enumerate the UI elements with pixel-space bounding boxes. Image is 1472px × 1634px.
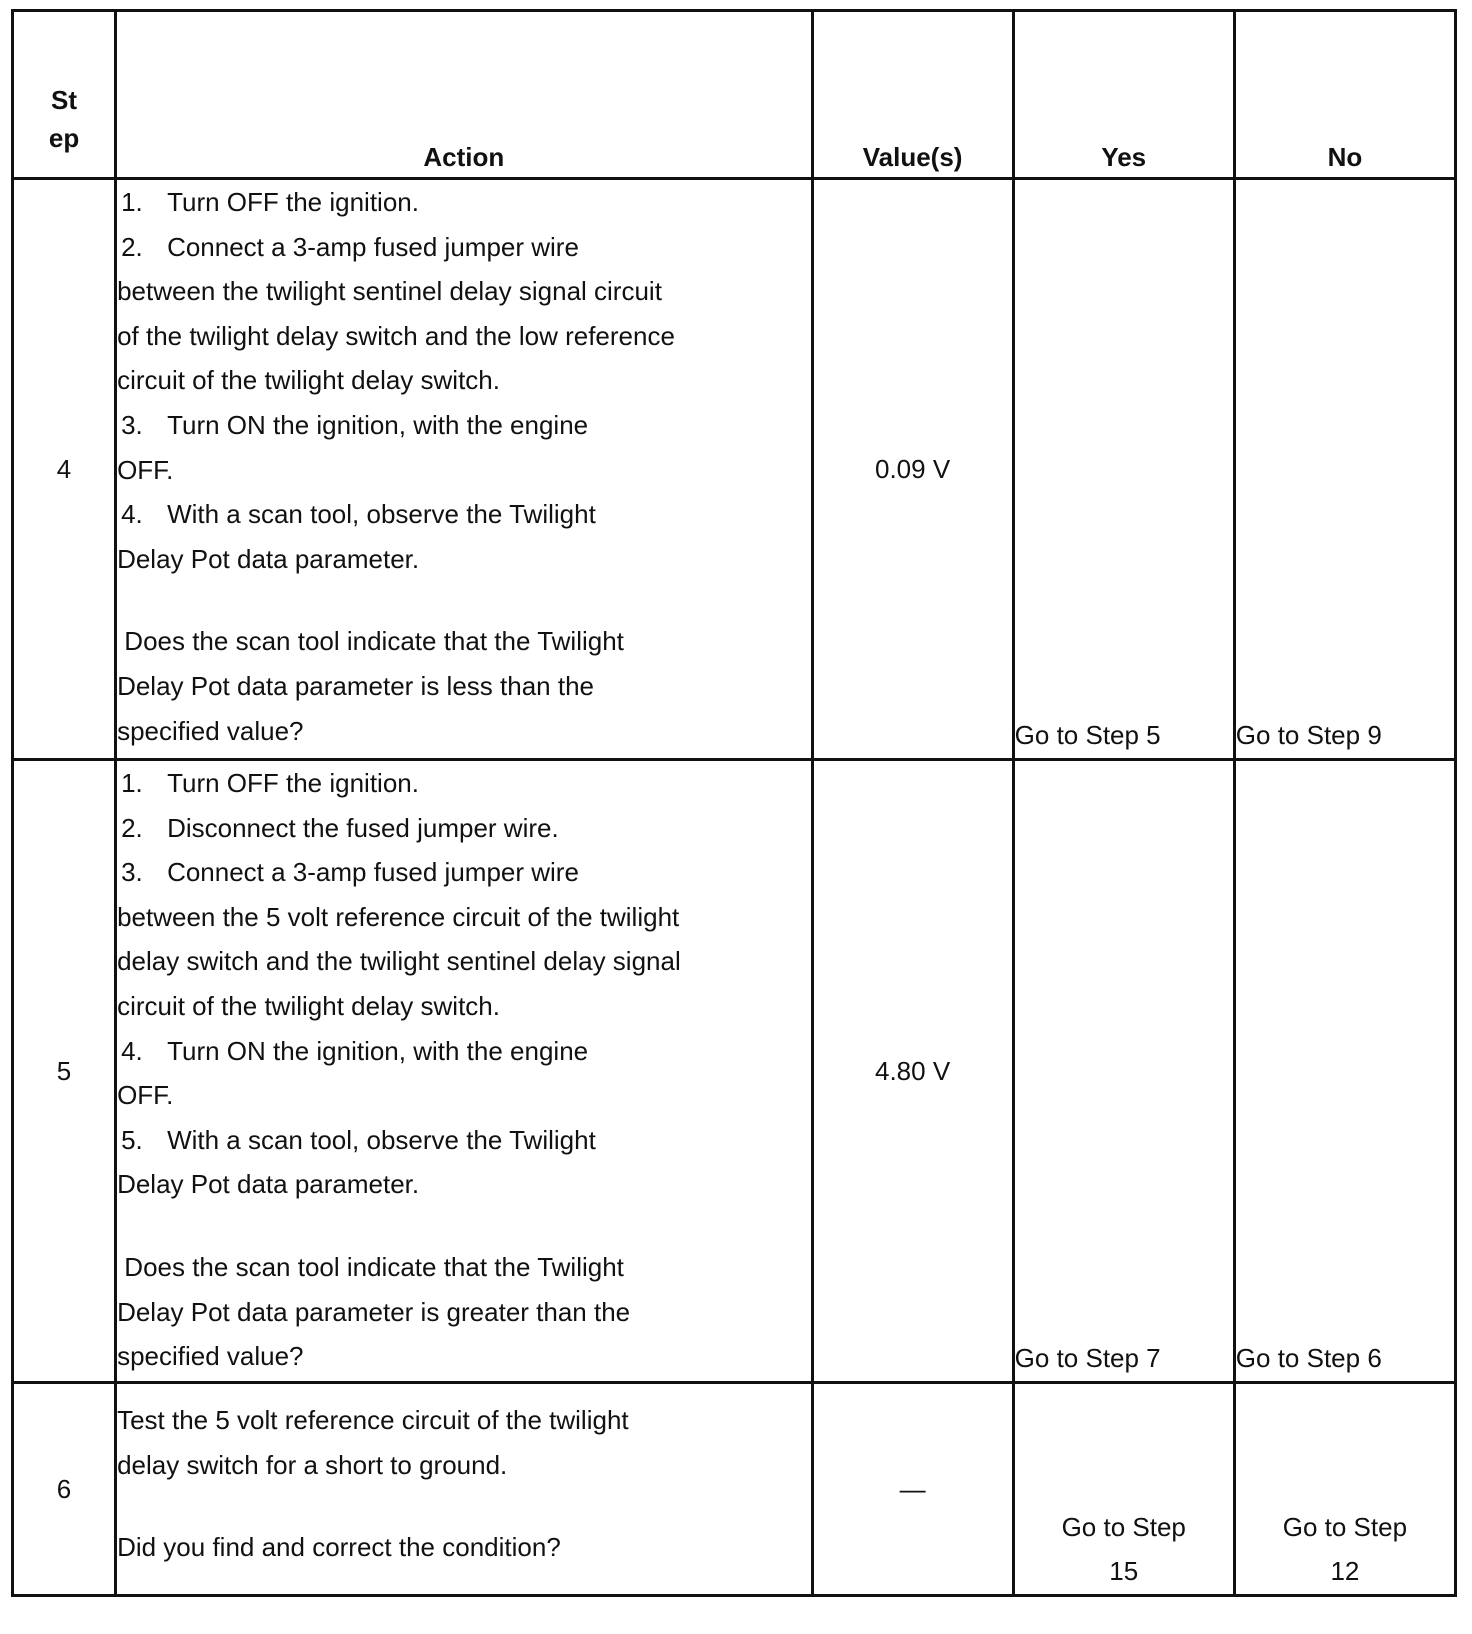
action-line: circuit of the twilight delay switch. [117,365,500,396]
step-header-line2: ep [48,123,80,153]
action-line: Delay Pot data parameter. [117,543,420,574]
item-text: Turn ON the ignition, with the engine [167,1035,589,1066]
yes-header: Yes [1013,11,1234,179]
action-line [117,403,810,448]
no-header: No [1234,11,1455,179]
goto-line: Go to Step [1282,1511,1408,1542]
item-text: Connect a 3-amp fused jumper wire [167,231,579,262]
value-cell: 4.80 V [812,760,1013,1383]
no-cell: Go to Step 6 [1234,760,1455,1383]
step-number: 5 [13,760,116,1383]
yes-cell [1013,1383,1234,1596]
yes-cell: Go to Step 5 [1013,179,1234,760]
goto-line: 15 [1109,1556,1139,1587]
action-line: of the twilight delay switch and the low reference [117,320,675,351]
goto-line: 12 [1330,1556,1360,1587]
item-text: Connect a 3-amp fused jumper wire [167,857,579,888]
action-line: delay switch for a short to ground. [117,1449,508,1480]
action-line: between the 5 volt reference circuit of the twilight [117,901,680,932]
goto-line: Go to Step [1061,1511,1186,1542]
action-line: Delay Pot data parameter. [117,1169,420,1200]
question-line: Delay Pot data parameter is less than the [117,670,594,701]
step-number: 6 [13,1383,116,1596]
action-line [117,850,810,895]
item-number: 3. [121,857,143,888]
item-number: 3. [121,409,143,440]
yes-cell: Go to Step 7 [1013,760,1234,1383]
question-line: specified value? [117,1341,304,1372]
action-line [117,761,810,806]
step-header-line1: St [51,85,78,115]
action-line [117,492,810,537]
spacer [117,1487,810,1525]
question-line: Delay Pot data parameter is greater than the [117,1296,631,1327]
table-row [13,179,1456,760]
action-line: between the twilight sentinel delay signal circuit [117,276,662,307]
item-number: 4. [121,1035,143,1066]
diagnostic-table [11,9,1457,1597]
values-header: Value(s) [812,11,1013,179]
action-line [117,806,810,851]
action-line [117,1118,810,1163]
action-header: Action [116,11,812,179]
no-cell [1234,1383,1455,1596]
item-text: Turn ON the ignition, with the engine [167,409,589,440]
item-number: 4. [121,499,143,530]
question-line: specified value? [117,715,304,746]
no-cell: Go to Step 9 [1234,179,1455,760]
item-text: With a scan tool, observe the Twilight [167,499,596,530]
step-header [13,11,116,179]
action-line: OFF. [117,454,174,485]
item-text: Disconnect the fused jumper wire. [167,812,559,843]
item-text: Turn OFF the ignition. [167,187,419,217]
question-line: Does the scan tool indicate that the Twilight [117,626,624,657]
item-number: 1. [121,768,143,798]
action-line [117,1029,810,1074]
item-text: Turn OFF the ignition. [167,768,419,798]
action-line [117,180,810,225]
question-line: Does the scan tool indicate that the Twilight [117,1251,624,1282]
spacer [117,1207,810,1245]
value-cell: — [812,1383,1013,1596]
action-cell [116,760,812,1383]
action-line: circuit of the twilight delay switch. [117,990,500,1021]
item-number: 2. [121,231,143,262]
item-number: 1. [121,187,143,217]
action-line: delay switch and the twilight sentinel delay signal [117,946,681,977]
table-row [13,760,1456,1383]
step-number: 4 [13,179,116,760]
table-row [13,1383,1456,1596]
action-line [117,225,810,270]
item-number: 2. [121,812,143,843]
action-cell [116,1383,812,1596]
spacer [117,581,810,619]
action-line: OFF. [117,1080,174,1111]
action-line: Test the 5 volt reference circuit of the twilight [117,1405,629,1435]
item-text: With a scan tool, observe the Twilight [167,1124,596,1155]
value-cell: 0.09 V [812,179,1013,760]
header-row [13,11,1456,179]
action-cell [116,179,812,760]
question-line: Did you find and correct the condition? [117,1532,561,1563]
item-number: 5. [121,1124,143,1155]
